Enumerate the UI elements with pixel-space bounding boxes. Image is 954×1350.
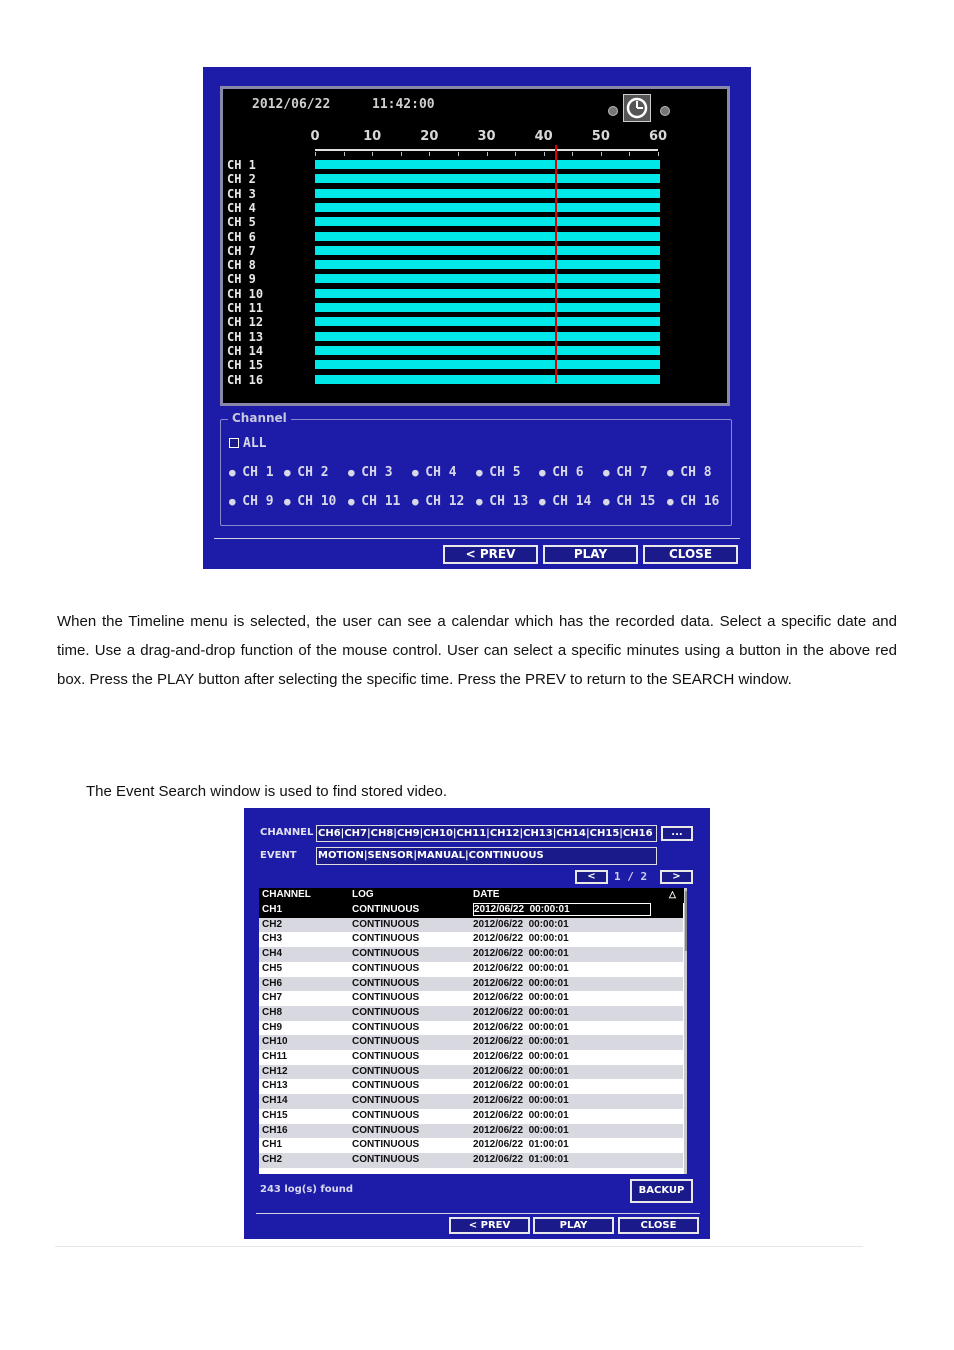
recording-bar[interactable] — [315, 360, 660, 369]
cell-date: 2012/06/22 00:00:01 — [473, 918, 569, 930]
recording-bar[interactable] — [315, 217, 660, 226]
recording-bar[interactable] — [315, 375, 660, 384]
radio-dot-icon: ● — [667, 466, 681, 479]
table-row[interactable] — [259, 977, 683, 992]
cell-date: 2012/06/22 00:00:01 — [473, 1080, 569, 1092]
cell-date: 2012/06/22 00:00:01 — [473, 933, 569, 945]
zoom-out-button[interactable] — [608, 106, 618, 116]
zoom-in-button[interactable] — [660, 106, 670, 116]
radio-dot-icon: ● — [476, 495, 490, 508]
cell-channel: CH7 — [262, 992, 283, 1004]
cell-date: 2012/06/22 00:00:01 — [473, 1021, 569, 1033]
channel-label: CH 8 — [227, 258, 256, 273]
ruler-tick — [372, 152, 373, 156]
cell-channel: CH2 — [262, 1153, 283, 1165]
channel-radio[interactable] — [412, 465, 457, 480]
cell-log: CONTINUOUS — [352, 1139, 420, 1151]
channel-label: CH 16 — [227, 372, 264, 387]
channel-label: CH 12 — [227, 315, 264, 330]
backup-button[interactable]: BACKUP — [630, 1179, 693, 1203]
recording-bar[interactable] — [315, 346, 660, 355]
ruler-line — [315, 149, 658, 151]
channel-option-label: CH 11 — [361, 494, 401, 509]
column-header-channel[interactable]: CHANNEL — [262, 889, 311, 900]
clock-button[interactable] — [623, 94, 651, 122]
divider — [214, 538, 740, 539]
cell-log: CONTINUOUS — [352, 962, 420, 974]
recording-bar[interactable] — [315, 303, 660, 312]
cell-channel: CH12 — [262, 1065, 288, 1077]
ruler-tick — [544, 152, 545, 156]
tick-label: 40 — [534, 129, 553, 144]
channel-option-label: CH 12 — [425, 494, 465, 509]
ruler-tick — [401, 152, 402, 156]
cell-date: 2012/06/22 01:00:01 — [473, 1153, 569, 1165]
channel-radio[interactable] — [229, 465, 274, 480]
channel-label: CH 11 — [227, 301, 264, 315]
cell-log: CONTINUOUS — [352, 1109, 420, 1121]
table-row[interactable] — [259, 1094, 683, 1109]
cell-channel: CH10 — [262, 1036, 288, 1048]
cell-log: CONTINUOUS — [352, 992, 420, 1004]
channel-label: CH 6 — [227, 229, 256, 244]
cell-channel: CH5 — [262, 962, 283, 974]
timeline-panel — [220, 86, 730, 406]
all-label: ALL — [243, 436, 267, 451]
channel-group-label: Channel — [228, 411, 291, 425]
cell-log: CONTINUOUS — [352, 977, 420, 989]
event-search-description: The Event Search window is used to find stored video. — [86, 783, 448, 800]
channel-option-label: CH 7 — [616, 465, 648, 480]
channel-label: CH 10 — [227, 286, 264, 301]
recording-bar[interactable] — [315, 332, 660, 341]
tick-label: 30 — [477, 129, 496, 144]
table-row[interactable] — [259, 962, 683, 977]
page-divider — [55, 1246, 863, 1247]
recording-bar[interactable] — [315, 189, 660, 198]
play-button[interactable]: PLAY — [533, 1217, 614, 1234]
channel-label: CHANNEL — [260, 827, 314, 838]
cell-log: CONTINUOUS — [352, 933, 420, 945]
play-button[interactable]: PLAY — [543, 545, 638, 564]
cell-channel: CH1 — [262, 1139, 283, 1151]
log-count: 243 log(s) found — [260, 1184, 354, 1195]
cell-date: 2012/06/22 00:00:01 — [473, 992, 569, 1004]
cell-log: CONTINUOUS — [352, 1036, 420, 1048]
cell-channel: CH3 — [262, 933, 283, 945]
recording-bar[interactable] — [315, 160, 660, 169]
cell-channel: CH2 — [262, 918, 283, 930]
cell-date: 2012/06/22 00:00:01 — [473, 1036, 569, 1048]
ruler-tick — [315, 152, 316, 156]
cell-date: 2012/06/22 00:00:01 — [473, 1006, 569, 1018]
event-search-window — [244, 808, 710, 1239]
channel-option-label: CH 4 — [425, 465, 457, 480]
ruler-tick — [572, 152, 573, 156]
channel-radio[interactable] — [539, 494, 591, 509]
checkbox-icon — [229, 438, 239, 448]
ruler-tick — [629, 152, 630, 156]
recording-bar[interactable] — [315, 289, 660, 298]
radio-dot-icon: ● — [348, 495, 362, 508]
event-log-table — [259, 888, 687, 1174]
timeline-date: 2012/06/22 — [252, 97, 331, 112]
channel-option-label: CH 8 — [680, 465, 712, 480]
table-row[interactable] — [259, 1021, 683, 1036]
channel-option-label: CH 15 — [616, 494, 656, 509]
radio-dot-icon: ● — [229, 466, 243, 479]
recording-bar[interactable] — [315, 317, 660, 326]
ruler-tick — [515, 152, 516, 156]
channel-label: CH 5 — [227, 215, 256, 230]
channel-option-label: CH 13 — [489, 494, 529, 509]
radio-dot-icon: ● — [603, 466, 617, 479]
cell-log: CONTINUOUS — [352, 918, 420, 930]
cell-channel: CH15 — [262, 1109, 288, 1121]
channel-radio[interactable] — [284, 494, 336, 509]
channel-radio[interactable] — [539, 465, 584, 480]
channel-label: CH 13 — [227, 329, 264, 344]
cell-date: 2012/06/22 00:00:01 — [473, 1065, 569, 1077]
table-row[interactable] — [259, 991, 683, 1006]
cell-log: CONTINUOUS — [352, 1080, 420, 1092]
cell-date: 2012/06/22 00:00:01 — [473, 1109, 569, 1121]
recording-bar[interactable] — [315, 274, 660, 283]
table-row[interactable] — [259, 1153, 683, 1168]
radio-dot-icon: ● — [539, 495, 553, 508]
channel-select-field[interactable]: CH6|CH7|CH8|CH9|CH10|CH11|CH12|CH13|CH14|CH15|CH16 — [316, 825, 657, 842]
cell-log: CONTINUOUS — [352, 948, 420, 960]
sort-arrow-icon: △ — [669, 889, 676, 899]
channel-option-label: CH 14 — [552, 494, 592, 509]
channel-option-label: CH 10 — [297, 494, 337, 509]
table-row[interactable] — [259, 1138, 683, 1153]
cell-channel: CH1 — [262, 904, 283, 915]
timeline-window — [203, 67, 751, 569]
cell-channel: CH8 — [262, 1006, 283, 1018]
page-next-button[interactable]: > — [660, 870, 693, 884]
column-header-log[interactable]: LOG — [352, 889, 374, 900]
column-header-date[interactable]: DATE — [473, 889, 500, 900]
channel-radio[interactable] — [476, 465, 521, 480]
scrollbar-thumb[interactable] — [685, 891, 687, 951]
cell-date: 2012/06/22 00:00:01 — [473, 948, 569, 960]
channel-radio[interactable] — [229, 494, 274, 509]
tick-label: 10 — [363, 129, 382, 144]
cell-channel: CH4 — [262, 948, 283, 960]
table-row[interactable] — [259, 932, 683, 947]
tick-label: 60 — [648, 129, 668, 144]
cell-date: 2012/06/22 00:00:01 — [473, 962, 569, 974]
radio-dot-icon: ● — [412, 466, 426, 479]
cell-date: 2012/06/22 00:00:01 — [473, 903, 651, 916]
radio-dot-icon: ● — [603, 495, 617, 508]
channel-group — [220, 411, 732, 526]
recording-bar[interactable] — [315, 174, 660, 183]
table-row[interactable] — [259, 1124, 683, 1139]
channel-option-label: CH 9 — [242, 494, 274, 509]
table-row[interactable] — [259, 1079, 683, 1094]
channel-option-label: CH 3 — [361, 465, 393, 480]
time-cursor[interactable] — [555, 145, 557, 383]
recording-bar[interactable] — [315, 203, 660, 212]
prev-button[interactable]: < PREV — [443, 545, 538, 564]
channel-option-label: CH 1 — [242, 465, 274, 480]
channel-more-button[interactable]: ... — [661, 826, 693, 841]
table-header — [259, 888, 687, 903]
table-scrollbar[interactable] — [684, 888, 687, 1174]
ruler-tick — [344, 152, 345, 156]
ruler-tick — [429, 152, 430, 156]
channel-radio[interactable] — [348, 465, 393, 480]
page-indicator: 1 / 2 — [614, 870, 648, 883]
cell-log: CONTINUOUS — [352, 1021, 420, 1033]
cell-log: CONTINUOUS — [352, 904, 420, 915]
close-button[interactable]: CLOSE — [618, 1217, 699, 1234]
channel-radio[interactable] — [667, 494, 719, 509]
radio-dot-icon: ● — [348, 466, 362, 479]
channel-option-label: CH 2 — [297, 465, 329, 480]
radio-dot-icon: ● — [284, 466, 298, 479]
page-prev-button[interactable]: < — [575, 870, 608, 884]
table-row[interactable] — [259, 903, 683, 918]
table-row[interactable] — [259, 918, 683, 933]
cell-channel: CH6 — [262, 977, 283, 989]
cell-log: CONTINUOUS — [352, 1051, 420, 1062]
radio-dot-icon: ● — [539, 466, 553, 479]
channel-label: CH 1 — [227, 158, 256, 172]
channel-radio[interactable] — [603, 494, 655, 509]
channel-label: CH 4 — [227, 200, 256, 215]
table-row[interactable] — [259, 1035, 683, 1050]
ruler-tick — [487, 152, 488, 156]
clock-icon — [624, 95, 650, 121]
ruler-tick — [601, 152, 602, 156]
channel-radio[interactable] — [348, 494, 400, 509]
channel-radio[interactable] — [284, 465, 329, 480]
channel-option-label: CH 16 — [680, 494, 720, 509]
cell-date: 2012/06/22 00:00:01 — [473, 1095, 569, 1107]
recording-bar[interactable] — [315, 260, 660, 269]
cell-log: CONTINUOUS — [352, 1065, 420, 1077]
channel-radio[interactable] — [603, 465, 648, 480]
cell-date: 2012/06/22 00:00:01 — [473, 1051, 569, 1062]
event-select-field[interactable]: MOTION|SENSOR|MANUAL|CONTINUOUS — [316, 847, 657, 865]
channel-option-label: CH 6 — [552, 465, 584, 480]
table-row[interactable] — [259, 1006, 683, 1021]
cell-date: 2012/06/22 01:00:01 — [473, 1139, 569, 1151]
channel-radio[interactable] — [476, 494, 528, 509]
tick-label: 0 — [310, 129, 320, 144]
close-button[interactable]: CLOSE — [643, 545, 738, 564]
table-row[interactable] — [259, 1050, 683, 1065]
cell-log: CONTINUOUS — [352, 1006, 420, 1018]
radio-dot-icon: ● — [284, 495, 298, 508]
ruler-tick — [458, 152, 459, 156]
channel-label: CH 7 — [227, 243, 256, 258]
cell-channel: CH9 — [262, 1021, 283, 1033]
table-row[interactable] — [259, 1065, 683, 1080]
ruler-tick — [658, 152, 659, 156]
radio-dot-icon: ● — [476, 466, 490, 479]
channel-label: CH 2 — [227, 172, 256, 187]
tick-label: 50 — [591, 129, 610, 144]
channel-option-label: CH 5 — [489, 465, 521, 480]
recording-bar[interactable] — [315, 246, 660, 255]
event-label: EVENT — [260, 850, 297, 861]
cell-channel: CH16 — [262, 1124, 288, 1136]
channel-radio[interactable] — [667, 465, 712, 480]
channel-all-checkbox[interactable] — [229, 436, 266, 451]
timeline-time: 11:42:00 — [372, 97, 435, 112]
recording-bar[interactable] — [315, 232, 660, 241]
cell-channel: CH11 — [262, 1051, 288, 1062]
channel-label: CH 15 — [227, 358, 264, 373]
cell-log: CONTINUOUS — [352, 1095, 420, 1107]
cell-date: 2012/06/22 00:00:01 — [473, 1124, 569, 1136]
cell-channel: CH13 — [262, 1080, 288, 1092]
prev-button[interactable]: < PREV — [449, 1217, 530, 1234]
channel-label: CH 3 — [227, 186, 256, 201]
radio-dot-icon: ● — [412, 495, 426, 508]
cell-log: CONTINUOUS — [352, 1124, 420, 1136]
cell-log: CONTINUOUS — [352, 1153, 420, 1165]
table-row[interactable] — [259, 1109, 683, 1124]
table-row[interactable] — [259, 947, 683, 962]
divider — [256, 1213, 700, 1214]
channel-label: CH 14 — [227, 343, 264, 358]
tick-label: 20 — [420, 129, 439, 144]
radio-dot-icon: ● — [229, 495, 243, 508]
radio-dot-icon: ● — [667, 495, 681, 508]
timeline-description: When the Timeline menu is selected, the user can see a calendar which has the recorded data. Select a specific date and time. Use a drag-and-drop function of the mouse control. User can select a specific minutes using a button in the above red box. Press the PLAY button after selecting the specific time. Press the PREV to return to the SEARCH window. — [57, 613, 897, 688]
channel-radio[interactable] — [412, 494, 464, 509]
cell-channel: CH14 — [262, 1095, 288, 1107]
cell-date: 2012/06/22 00:00:01 — [473, 977, 569, 989]
channel-label: CH 9 — [227, 272, 256, 287]
